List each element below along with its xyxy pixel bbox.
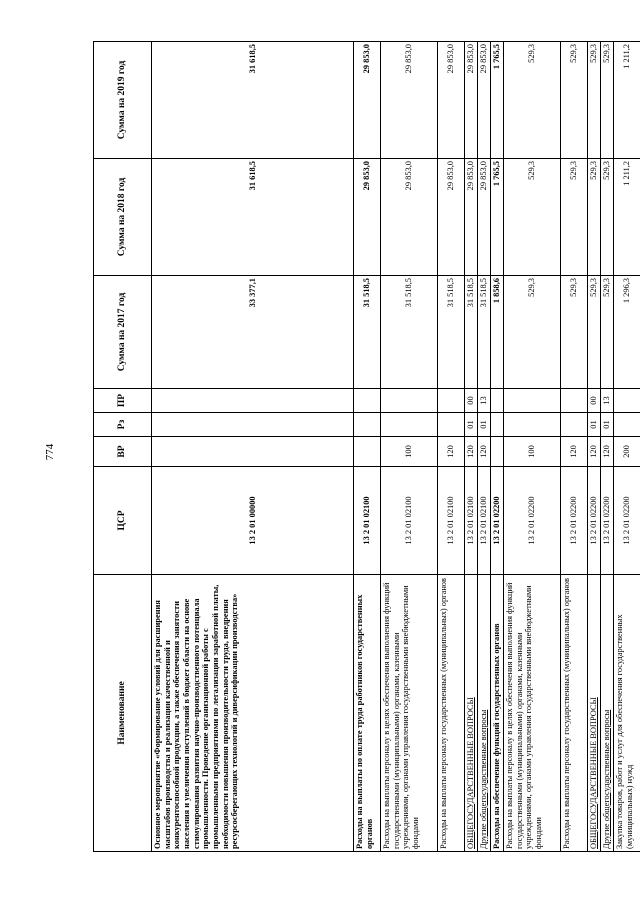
cell-name: Расходы на выплаты персоналу государственных (муниципальных) органов bbox=[561, 575, 588, 852]
cell-pr bbox=[614, 389, 640, 413]
cell-name: Другие общегосударственные вопросы bbox=[478, 575, 491, 852]
table-row bbox=[465, 42, 478, 852]
cell-sum-2017: 529,3 bbox=[601, 276, 614, 389]
cell-rz bbox=[614, 413, 640, 437]
cell-pr: 00 bbox=[465, 389, 478, 413]
cell-csr: 13 2 01 02100 bbox=[465, 467, 478, 575]
header-pr: ПР bbox=[94, 389, 152, 413]
cell-name: ОБЩЕГОСУДАРСТВЕННЫЕ ВОПРОСЫ bbox=[588, 575, 601, 852]
cell-sum-2019: 529,3 bbox=[561, 42, 588, 159]
rotated-page bbox=[93, 42, 634, 852]
cell-csr: 13 2 01 02200 bbox=[601, 467, 614, 575]
cell-name: Другие общегосударственные вопросы bbox=[601, 575, 614, 852]
cell-vr bbox=[491, 437, 504, 467]
cell-csr: 13 2 01 02200 bbox=[588, 467, 601, 575]
cell-csr: 13 2 01 02100 bbox=[478, 467, 491, 575]
cell-sum-2019: 31 618,5 bbox=[152, 42, 354, 159]
header-sum-2017: Сумма на 2017 год bbox=[94, 276, 152, 389]
table-row bbox=[478, 42, 491, 852]
header-vr: ВР bbox=[94, 437, 152, 467]
cell-csr: 13 2 01 02200 bbox=[614, 467, 640, 575]
cell-vr: 120 bbox=[588, 437, 601, 467]
cell-pr: 00 bbox=[588, 389, 601, 413]
cell-name: Расходы на выплаты персоналу в целях обеспечения выполнения функций государственными (муниципальными) органами, казенными учреждениями, органами управления государственными внебюджетными фондами bbox=[381, 575, 438, 852]
cell-sum-2018: 29 853,0 bbox=[381, 159, 438, 276]
table-row bbox=[588, 42, 601, 852]
cell-name: Расходы на выплаты персоналу в целях обеспечения выполнения функций государственными (муниципальными) органами, казенными учреждениями, органами управления государственными внебюджетными фондами bbox=[504, 575, 561, 852]
cell-rz bbox=[152, 413, 354, 437]
cell-csr: 13 2 01 02200 bbox=[504, 467, 561, 575]
cell-vr: 120 bbox=[478, 437, 491, 467]
cell-rz: 01 bbox=[465, 413, 478, 437]
cell-csr: 13 2 01 02100 bbox=[381, 467, 438, 575]
header-sum-2019: Сумма на 2019 год bbox=[94, 42, 152, 159]
cell-name: Закупка товаров, работ и услуг для обеспечения государственных (муниципальных) нужд bbox=[614, 575, 640, 852]
table-row bbox=[438, 42, 465, 852]
cell-sum-2019: 29 853,0 bbox=[354, 42, 381, 159]
cell-sum-2018: 1 211,2 bbox=[614, 159, 640, 276]
table-row bbox=[504, 42, 561, 852]
cell-sum-2017: 529,3 bbox=[504, 276, 561, 389]
cell-rz: 01 bbox=[478, 413, 491, 437]
header-sum-2018: Сумма на 2018 год bbox=[94, 159, 152, 276]
header-name: Наименование bbox=[94, 575, 152, 852]
cell-rz bbox=[381, 413, 438, 437]
cell-vr bbox=[354, 437, 381, 467]
cell-sum-2017: 1 296,3 bbox=[614, 276, 640, 389]
cell-rz bbox=[354, 413, 381, 437]
cell-sum-2018: 1 765,5 bbox=[491, 159, 504, 276]
cell-sum-2017: 31 518,5 bbox=[478, 276, 491, 389]
table-row bbox=[491, 42, 504, 852]
cell-sum-2017: 31 518,5 bbox=[381, 276, 438, 389]
cell-sum-2017: 31 518,5 bbox=[438, 276, 465, 389]
cell-csr: 13 2 01 02100 bbox=[354, 467, 381, 575]
cell-pr: 13 bbox=[478, 389, 491, 413]
cell-sum-2019: 1 765,5 bbox=[491, 42, 504, 159]
cell-vr: 100 bbox=[381, 437, 438, 467]
cell-sum-2017: 529,3 bbox=[561, 276, 588, 389]
cell-sum-2019: 29 853,0 bbox=[381, 42, 438, 159]
table-row bbox=[561, 42, 588, 852]
table-row bbox=[381, 42, 438, 852]
cell-vr bbox=[152, 437, 354, 467]
table-row bbox=[354, 42, 381, 852]
cell-rz bbox=[438, 413, 465, 437]
cell-sum-2018: 529,3 bbox=[601, 159, 614, 276]
cell-pr: 13 bbox=[601, 389, 614, 413]
cell-vr: 120 bbox=[465, 437, 478, 467]
cell-pr bbox=[438, 389, 465, 413]
cell-rz bbox=[561, 413, 588, 437]
cell-sum-2018: 29 853,0 bbox=[478, 159, 491, 276]
cell-sum-2019: 529,3 bbox=[601, 42, 614, 159]
cell-sum-2018: 529,3 bbox=[588, 159, 601, 276]
cell-csr: 13 2 01 02200 bbox=[491, 467, 504, 575]
cell-sum-2019: 529,3 bbox=[504, 42, 561, 159]
header-csr: ЦСР bbox=[94, 467, 152, 575]
cell-vr: 100 bbox=[504, 437, 561, 467]
cell-sum-2018: 29 853,0 bbox=[438, 159, 465, 276]
cell-sum-2017: 33 377,1 bbox=[152, 276, 354, 389]
cell-rz: 01 bbox=[588, 413, 601, 437]
table-row bbox=[152, 42, 354, 852]
table-row bbox=[614, 42, 640, 852]
cell-sum-2018: 529,3 bbox=[504, 159, 561, 276]
cell-csr: 13 2 01 00000 bbox=[152, 467, 354, 575]
table-row bbox=[601, 42, 614, 852]
cell-sum-2019: 1 211,2 bbox=[614, 42, 640, 159]
cell-csr: 13 2 01 02200 bbox=[561, 467, 588, 575]
cell-name: Расходы на обеспечение функций государственных органов bbox=[491, 575, 504, 852]
page-number: 774 bbox=[44, 443, 56, 461]
header-rz: Рз bbox=[94, 413, 152, 437]
cell-name: Расходы на выплаты по оплате труда работников государственных органов bbox=[354, 575, 381, 852]
cell-sum-2019: 29 853,0 bbox=[438, 42, 465, 159]
cell-pr bbox=[491, 389, 504, 413]
cell-name: ОБЩЕГОСУДАРСТВЕННЫЕ ВОПРОСЫ bbox=[465, 575, 478, 852]
cell-rz: 01 bbox=[601, 413, 614, 437]
budget-table bbox=[93, 41, 640, 852]
cell-sum-2017: 31 518,5 bbox=[354, 276, 381, 389]
cell-rz bbox=[491, 413, 504, 437]
cell-vr: 120 bbox=[601, 437, 614, 467]
cell-pr bbox=[504, 389, 561, 413]
cell-name: Основное мероприятие «Формирование условий для расширения масштабов производства и реализации качественной и конкурентоспособной продукции, а также обеспечения занятости населения и увеличения поступлений в бюджет области на основе стимулирования развития научно-производственного потенциала промышленности. Проведение организационной работы с промышленными предприятиями по легализации заработной платы, необходимости повышения производительности труда, внедрения ресурсосберегающих технологий и диверсификации производства» bbox=[152, 575, 354, 852]
cell-csr: 13 2 01 02100 bbox=[438, 467, 465, 575]
cell-sum-2017: 31 518,5 bbox=[465, 276, 478, 389]
cell-sum-2019: 29 853,0 bbox=[478, 42, 491, 159]
cell-name: Расходы на выплаты персоналу государственных (муниципальных) органов bbox=[438, 575, 465, 852]
cell-rz bbox=[504, 413, 561, 437]
cell-sum-2019: 29 853,0 bbox=[465, 42, 478, 159]
cell-sum-2018: 29 853,0 bbox=[465, 159, 478, 276]
cell-sum-2018: 29 853,0 bbox=[354, 159, 381, 276]
cell-pr bbox=[354, 389, 381, 413]
cell-sum-2017: 1 858,6 bbox=[491, 276, 504, 389]
cell-sum-2019: 529,3 bbox=[588, 42, 601, 159]
cell-sum-2017: 529,3 bbox=[588, 276, 601, 389]
table-header-row bbox=[94, 42, 152, 852]
cell-vr: 120 bbox=[561, 437, 588, 467]
cell-pr bbox=[381, 389, 438, 413]
cell-vr: 120 bbox=[438, 437, 465, 467]
cell-sum-2018: 31 618,5 bbox=[152, 159, 354, 276]
cell-pr bbox=[152, 389, 354, 413]
cell-pr bbox=[561, 389, 588, 413]
cell-sum-2018: 529,3 bbox=[561, 159, 588, 276]
cell-vr: 200 bbox=[614, 437, 640, 467]
